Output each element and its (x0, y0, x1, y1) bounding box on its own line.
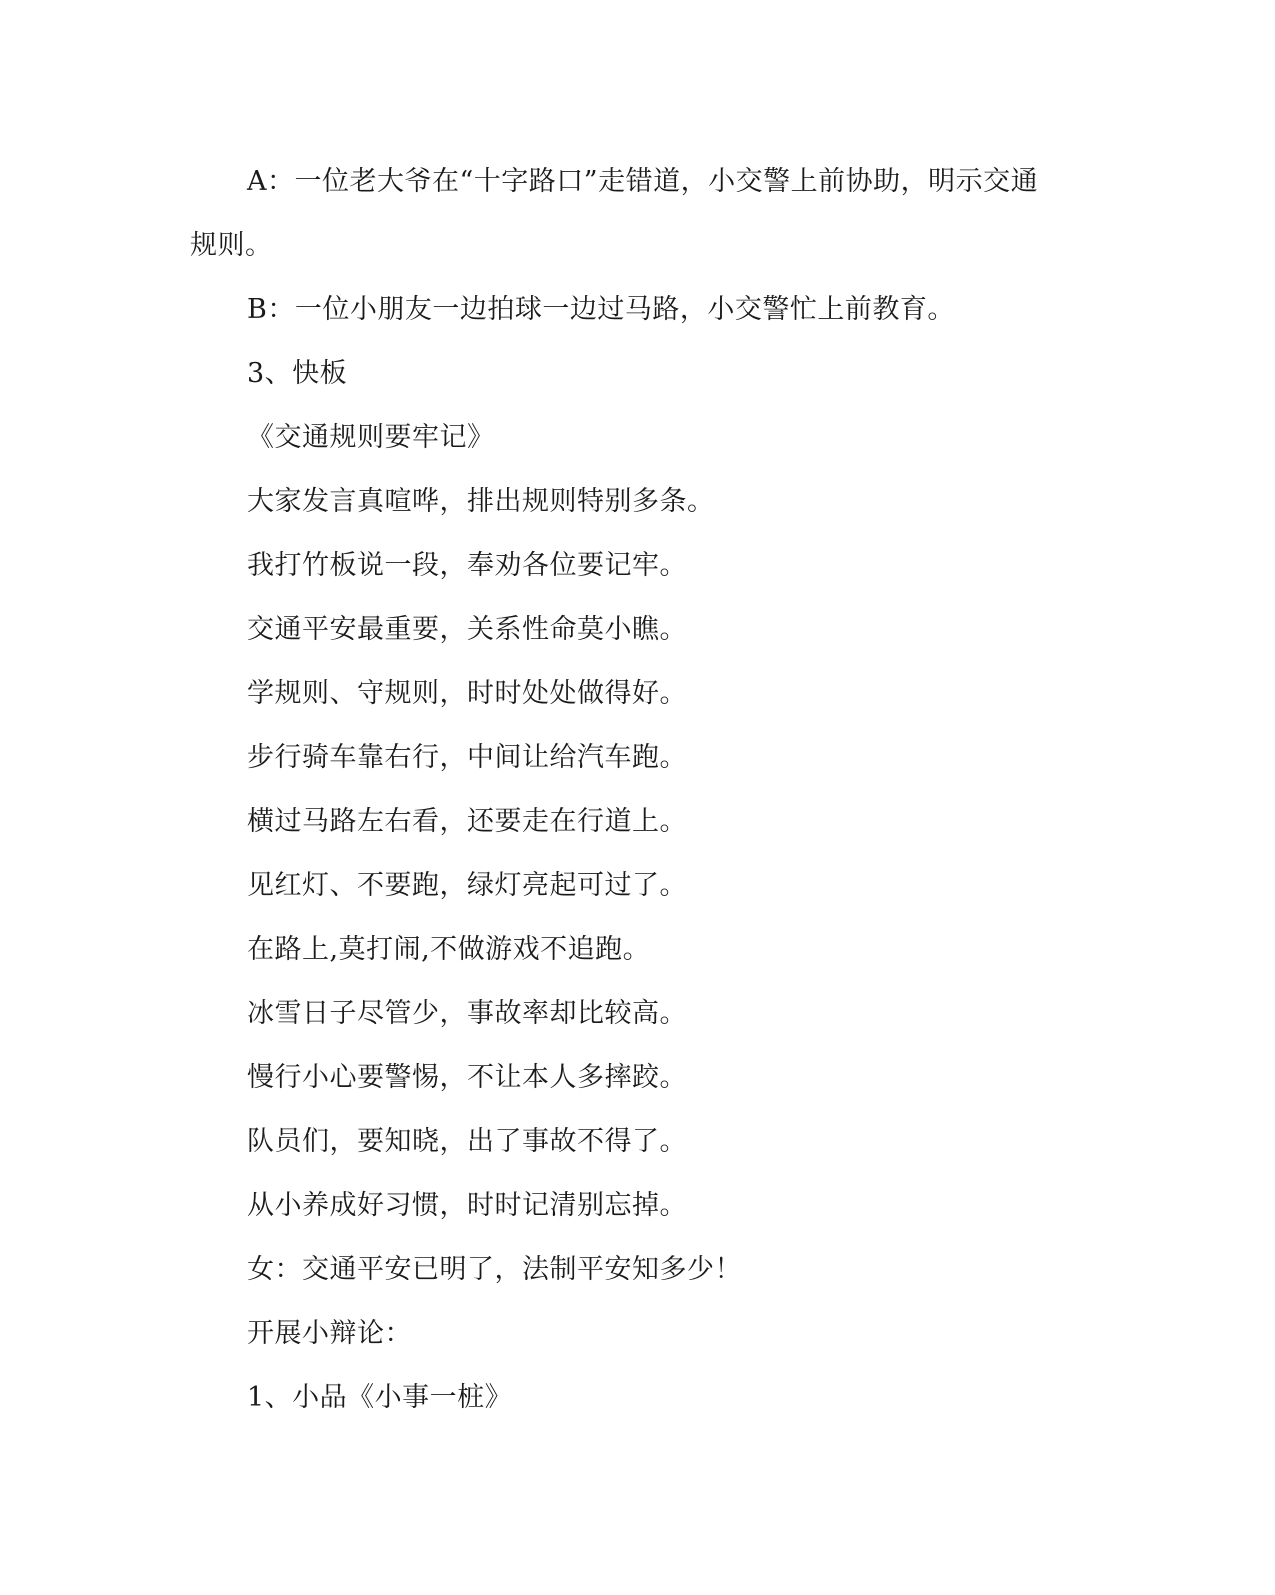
poem-line: 见红灯、不要跑，绿灯亮起可过了。 (247, 870, 687, 901)
paragraph-scene-a-continued: 规则。 (190, 230, 273, 261)
poem-line: 大家发言真喧哗，排出规则特别多条。 (247, 486, 715, 517)
poem-line: 横过马路左右看，还要走在行道上。 (247, 806, 687, 837)
poem-line: 我打竹板说一段，奉劝各位要记牢。 (247, 550, 687, 581)
paragraph-scene-b: B：一位小朋友一边拍球一边过马路，小交警忙上前教育。 (247, 294, 955, 325)
paragraph-female-host: 女：交通平安已明了，法制平安知多少！ (247, 1254, 742, 1285)
paragraph-scene-a: A：一位老大爷在“十字路口”走错道，小交警上前协助，明示交通 (247, 166, 1039, 197)
poem-line: 在路上,莫打闹,不做游戏不追跑。 (247, 934, 651, 965)
poem-title: 《交通规则要牢记》 (247, 422, 495, 453)
paragraph-debate: 开展小辩论： (247, 1318, 412, 1349)
poem-line: 冰雪日子尽管少，事故率却比较高。 (247, 998, 687, 1029)
poem-line: 队员们，要知晓，出了事故不得了。 (247, 1126, 687, 1157)
poem-line: 慢行小心要警惕，不让本人多摔跤。 (247, 1062, 687, 1093)
poem-line: 从小养成好习惯，时时记清别忘掉。 (247, 1190, 687, 1221)
section-heading-sketch: 1、小品《小事一桩》 (247, 1382, 513, 1413)
section-heading-kuaiban: 3、快板 (247, 358, 348, 389)
poem-line: 步行骑车靠右行，中间让给汽车跑。 (247, 742, 687, 773)
poem-line: 学规则、守规则，时时处处做得好。 (247, 678, 687, 709)
poem-line: 交通平安最重要，关系性命莫小瞧。 (247, 614, 687, 645)
